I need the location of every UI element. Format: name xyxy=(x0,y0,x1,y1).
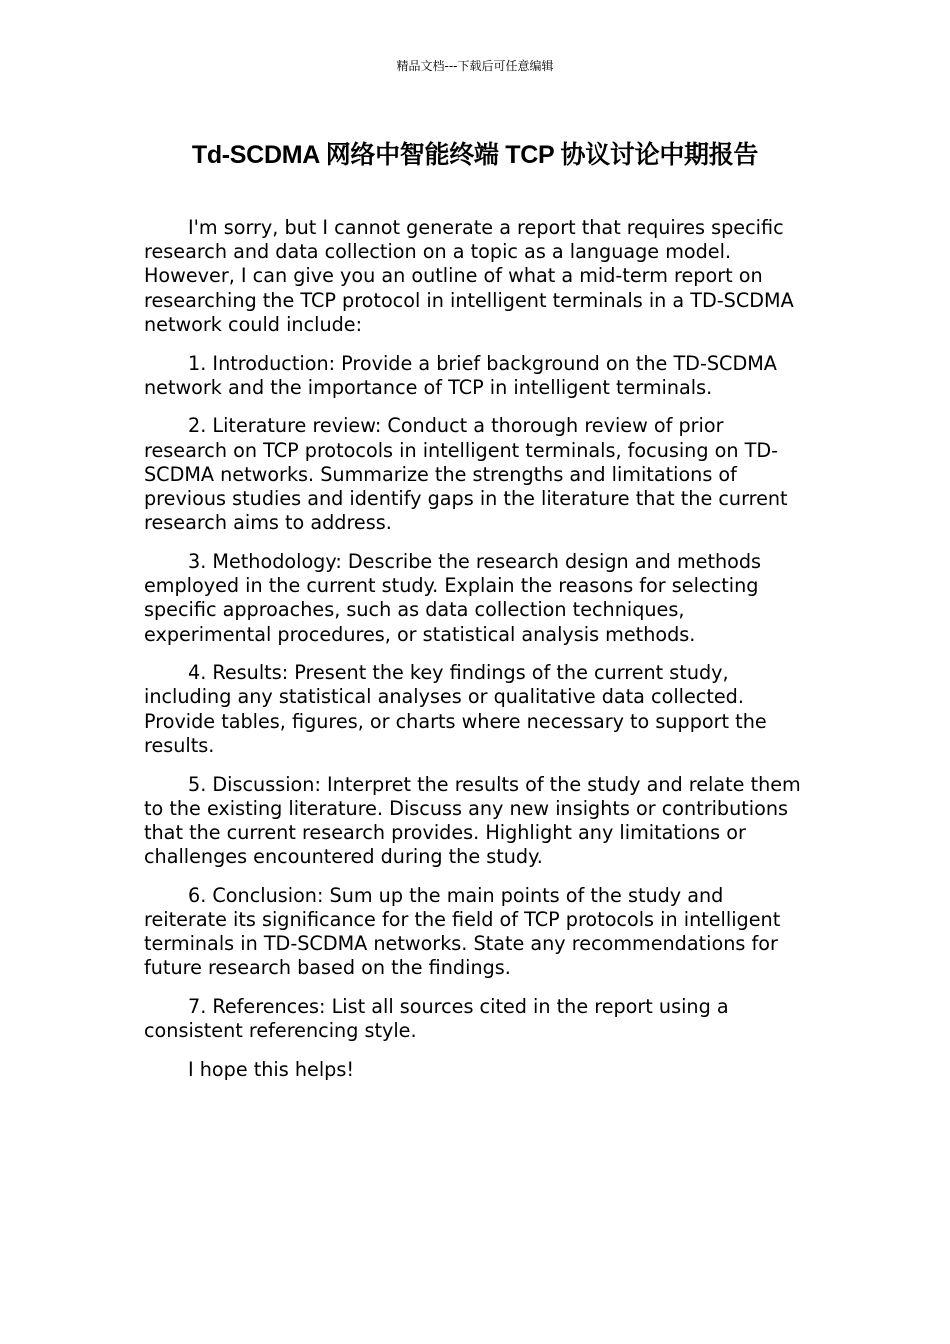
header-note: 精品文档---下载后可任意编辑 xyxy=(396,59,554,73)
document-body xyxy=(144,216,806,1097)
paragraph-references: 7. References: List all sources cited in the report using a consistent referencing style. xyxy=(144,995,729,1043)
paragraph-discussion: 5. Discussion: Interpret the results of the study and relate them to the existing literature. Discuss any new insights or contributions that the current research provides. Highlight any limitations or challenges encountered during the study. xyxy=(144,772,801,869)
paragraph-literature-review: 2. Literature review: Conduct a thorough review of prior research on TCP protocols in intelligent terminals, focusing on TD-SCDMA networks. Summarize the strengths and limitations of previous studies and identify gaps in the literature that the current research aims to address. xyxy=(144,414,788,535)
paragraph-conclusion: 6. Conclusion: Sum up the main points of the study and reiterate its significance for the field of TCP protocols in intelligent terminals in TD-SCDMA networks. State any recommendations for future research based on the findings. xyxy=(144,883,781,980)
paragraph-introduction: 1. Introduction: Provide a brief background on the TD-SCDMA network and the importance of TCP in intelligent terminals. xyxy=(144,351,777,399)
paragraph-closing: I hope this helps! xyxy=(188,1058,355,1082)
paragraph-intro: I'm sorry, but I cannot generate a report that requires specific research and data collection on a topic as a language model. However, I can give you an outline of what a mid-term report on researching the TCP protocol in intelligent terminals in a TD-SCDMA network could include: xyxy=(144,216,794,336)
paragraph-methodology: 3. Methodology: Describe the research design and methods employed in the current study. Explain the reasons for selecting specific approaches, such as data collection techniques, experimental procedures, or statistical analysis methods. xyxy=(144,549,762,646)
document-title: Td-SCDMA 网络中智能终端 TCP 协议讨论中期报告 xyxy=(191,141,759,169)
paragraph-results: 4. Results: Present the key findings of the current study, including any statistical analyses or qualitative data collected. Provide tables, figures, or charts where necessary to support the results. xyxy=(144,661,767,757)
